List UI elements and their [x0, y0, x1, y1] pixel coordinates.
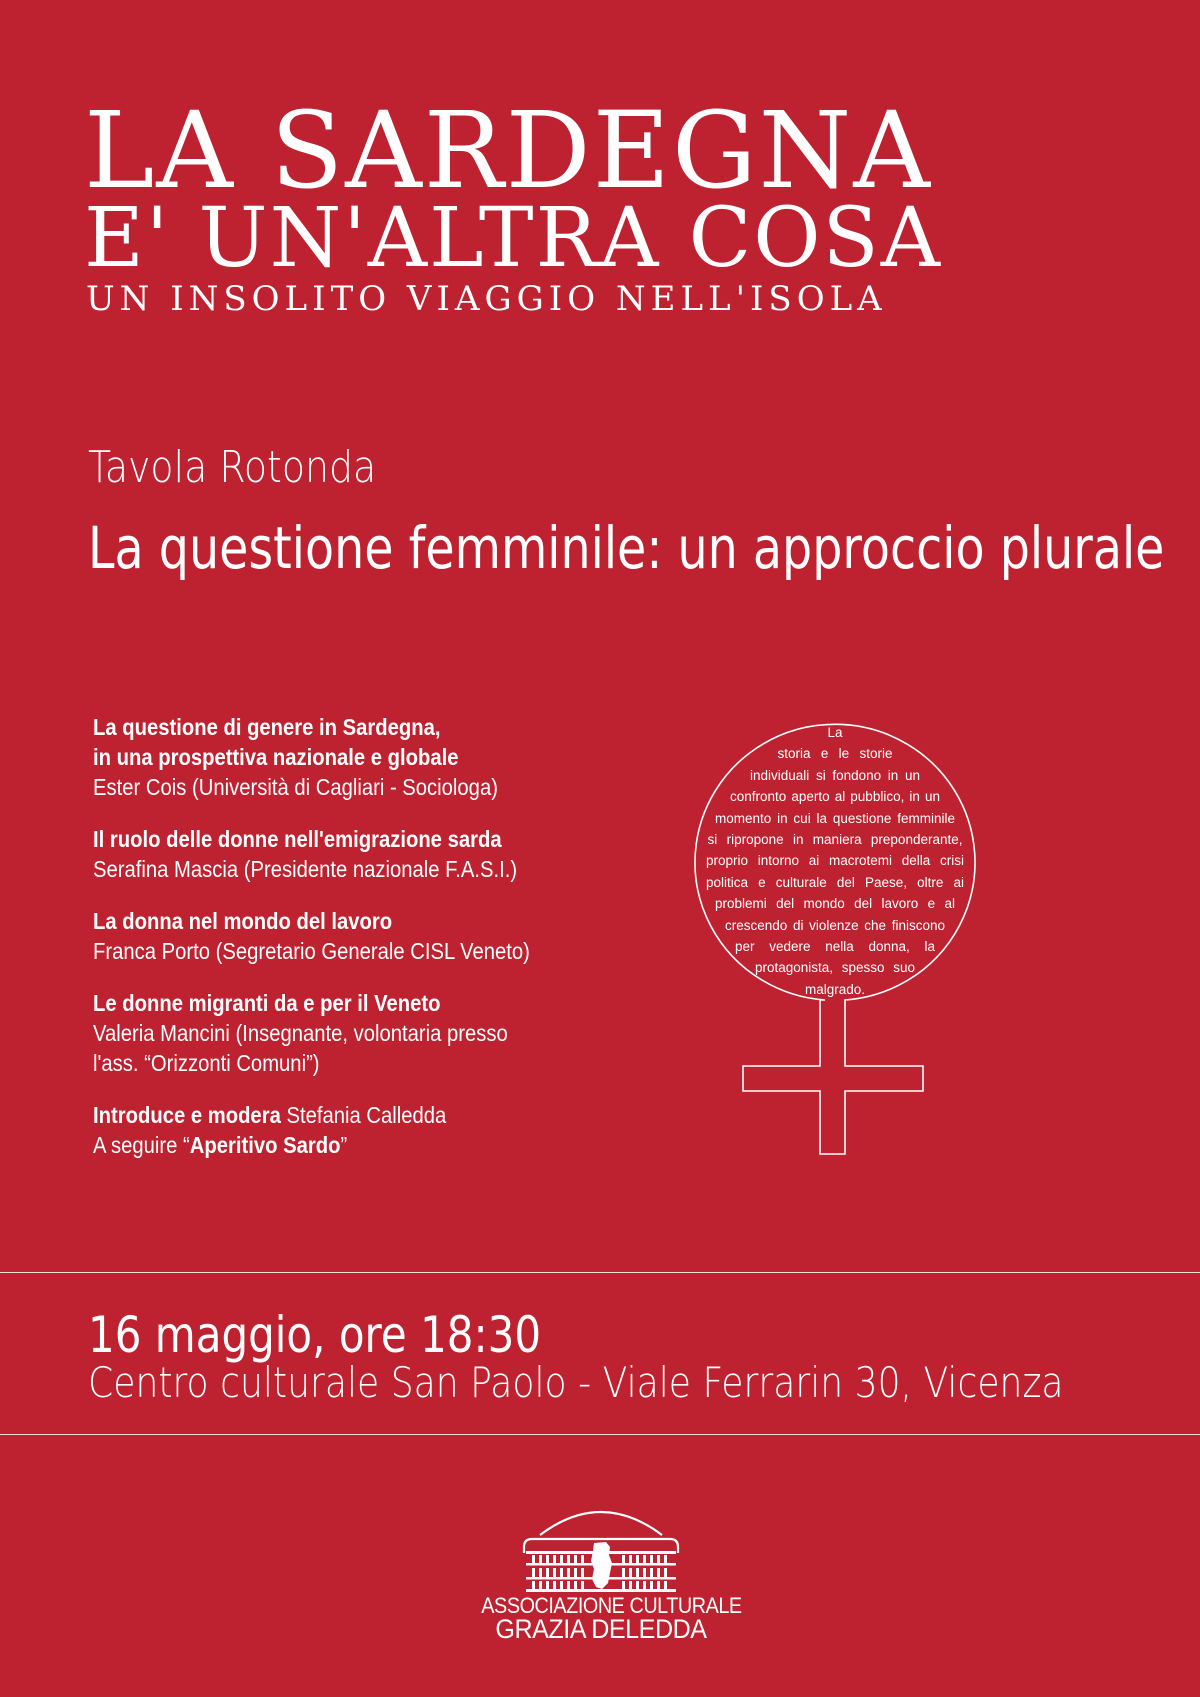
event-title: La questione femminile: un approccio plurale: [88, 514, 1165, 582]
followup-suffix: ”: [340, 1132, 348, 1158]
moderation-line: [93, 1100, 586, 1130]
talk-title: La donna nel mondo del lavoro: [93, 908, 393, 934]
program-list: [93, 712, 653, 1160]
venus-text-line: si ripropone in maniera preponderante,: [707, 832, 963, 848]
organizer-line2: GRAZIA DELEDDA: [495, 1614, 707, 1644]
venus-text-line: proprio intorno ai macrotemi della crisi: [706, 853, 964, 869]
program-item: [93, 906, 653, 966]
divider-top: [0, 1272, 1200, 1273]
talk-speaker: Franca Porto (Segretario Generale CISL Veneto): [93, 938, 530, 964]
talk-speaker: Ester Cois (Università di Cagliari - Sociologa): [93, 774, 498, 800]
program-item: [93, 988, 653, 1078]
event-date-time: 16 maggio, ore 18:30: [88, 1306, 542, 1364]
poster-title-line2: E' UN'ALTRA COSA: [84, 191, 942, 286]
talk-speaker: Serafina Mascia (Presidente nazionale F.A.S.I.): [93, 856, 518, 882]
moderation-label: Introduce e modera: [93, 1102, 281, 1128]
venus-text-line: La: [827, 725, 843, 740]
moderation: [93, 1100, 653, 1160]
event-type: Tavola Rotonda: [88, 442, 377, 493]
venus-text-line: momento in cui la questione femminile: [715, 810, 955, 826]
program-item: [93, 712, 653, 802]
poster-title-line1: LA SARDEGNA: [84, 89, 932, 212]
venus-text-line: crescendo di violenze che finiscono: [725, 917, 945, 933]
venus-text-line: storia e le storie: [777, 746, 893, 762]
talk-speaker: Valeria Mancini (Insegnante, volontaria presso: [93, 1020, 508, 1046]
talk-title: Il ruolo delle donne nell'emigrazione sarda: [93, 826, 502, 852]
talk-title: Le donne migranti da e per il Veneto: [93, 990, 441, 1016]
venus-text-line: malgrado.: [805, 981, 866, 997]
venus-text-line: protagonista, spesso suo: [755, 960, 915, 976]
followup-prefix: A seguire “: [93, 1132, 190, 1158]
talk-title: in una prospettiva nazionale e globale: [93, 744, 459, 770]
venus-symbol-text: [705, 722, 965, 997]
event-venue: Centro culturale San Paolo - Viale Ferrarin 30, Vicenza: [88, 1358, 1064, 1407]
followup-line: [93, 1130, 586, 1160]
organizer-line1: ASSOCIAZIONE CULTURALE: [481, 1593, 742, 1618]
venus-text-line: politica e culturale del Paese, oltre ai: [706, 874, 964, 890]
venus-text-line: individuali si fondono in un: [750, 767, 920, 783]
talk-title: La questione di genere in Sardegna,: [93, 714, 441, 740]
divider-bottom: [0, 1434, 1200, 1435]
program-item: [93, 824, 653, 884]
venus-text-line: per vedere nella donna, la: [735, 939, 935, 955]
theater-sardinia-logo-icon: [518, 1493, 684, 1593]
moderator-name: Stefania Calledda: [286, 1102, 447, 1128]
poster-subtitle: UN INSOLITO VIAGGIO NELL'ISOLA: [86, 279, 887, 319]
venus-text-line: problemi del mondo del lavoro e al: [715, 896, 955, 912]
venus-text-line: confronto aperto al pubblico, in un: [730, 789, 940, 805]
talk-speaker: l'ass. “Orizzonti Comuni”): [93, 1050, 320, 1076]
followup-bold: Aperitivo Sardo: [189, 1132, 341, 1158]
